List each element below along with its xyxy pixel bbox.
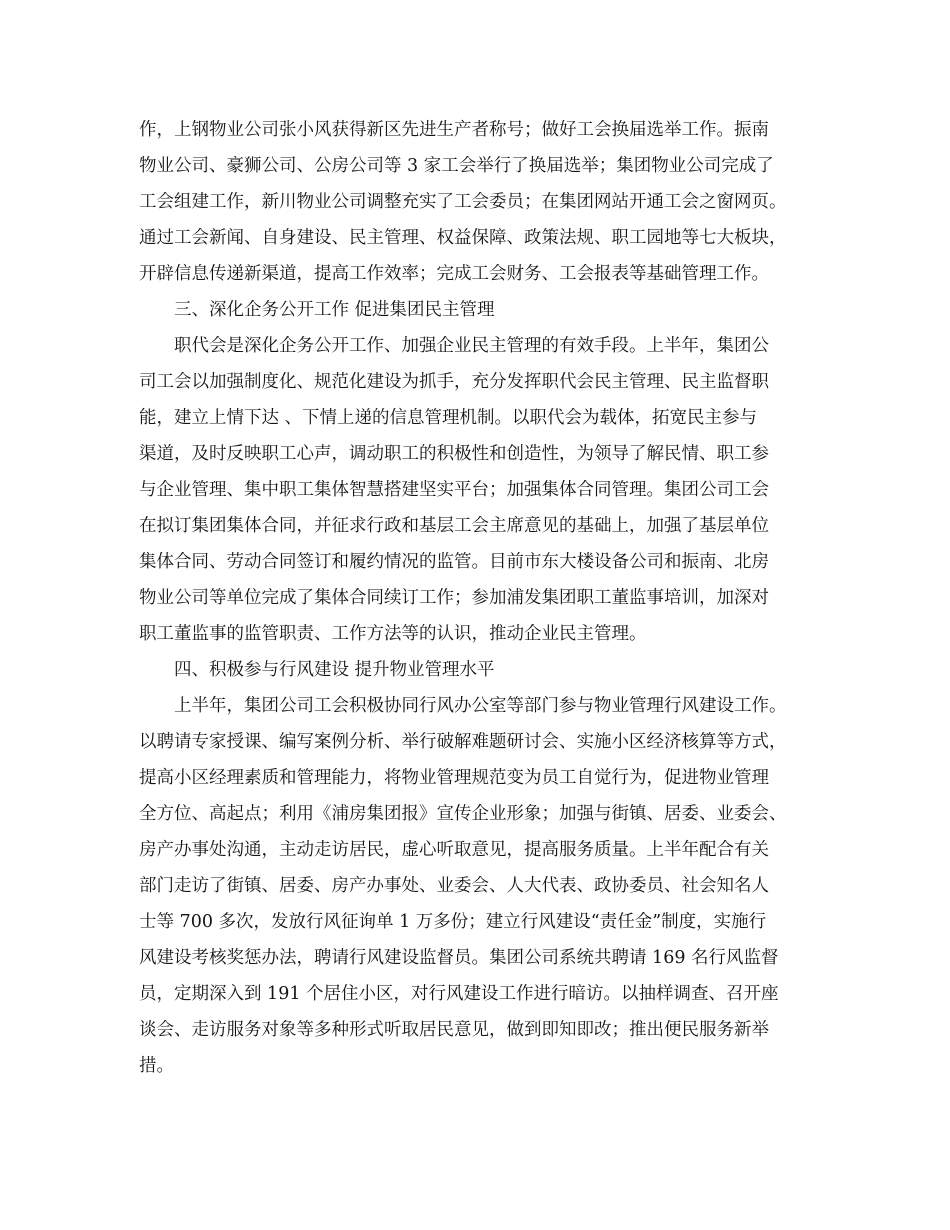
text-line: 与企业管理、集中职工集体智慧搭建坚实平台；加强集体合同管理。集团公司工会 bbox=[139, 480, 769, 500]
text-line: 通过工会新闻、自身建设、民主管理、权益保障、政策法规、职工园地等七大板块， bbox=[139, 228, 787, 248]
text-line: 房产办事处沟通，主动走访居民，虚心听取意见，提高服务质量。上半年配合有关 bbox=[139, 840, 769, 860]
text-line: 作，上钢物业公司张小风获得新区先进生产者称号；做好工会换届选举工作。振南 bbox=[139, 120, 769, 140]
text-line: 提高小区经理素质和管理能力，将物业管理规范变为员工自觉行为，促进物业管理 bbox=[139, 768, 769, 788]
text-line: 工会组建工作，新川物业公司调整充实了工会委员；在集团网站开通工会之窗网页。 bbox=[139, 192, 787, 212]
text-line: 渠道，及时反映职工心声，调动职工的积极性和创造性，为领导了解民情、职工参 bbox=[139, 444, 769, 464]
text-line: 士等 700 多次，发放行风征询单 1 万多份；建立行风建设“责任金”制度，实施行 bbox=[139, 912, 767, 932]
text-line: 员，定期深入到 191 个居住小区，对行风建设工作进行暗访。以抽样调查、召开座 bbox=[139, 984, 779, 1004]
text-line: 司工会以加强制度化、规范化建设为抓手，充分发挥职代会民主管理、民主监督职 bbox=[139, 372, 769, 392]
text-line: 在拟订集团集体合同，并征求行政和基层工会主席意见的基础上，加强了基层单位 bbox=[139, 516, 769, 536]
text-line: 集体合同、劳动合同签订和履约情况的监管。目前市东大楼设备公司和振南、北房 bbox=[139, 552, 769, 572]
text-line: 谈会、走访服务对象等多种形式听取居民意见，做到即知即改；推出便民服务新举 bbox=[139, 1020, 769, 1040]
text-line: 物业公司等单位完成了集体合同续订工作；参加浦发集团职工董监事培训，加深对 bbox=[139, 588, 769, 608]
text-line: 上半年，集团公司工会积极协同行风办公室等部门参与物业管理行风建设工作。 bbox=[174, 696, 787, 716]
text-line: 部门走访了街镇、居委、房产办事处、业委会、人大代表、政协委员、社会知名人 bbox=[139, 876, 769, 896]
text-line: 物业公司、豪狮公司、公房公司等 3 家工会举行了换届选举；集团物业公司完成了 bbox=[139, 156, 774, 176]
text-line: 以聘请专家授课、编写案例分析、举行破解难题研讨会、实施小区经济核算等方式， bbox=[139, 732, 787, 752]
text-line: 措。 bbox=[139, 1056, 174, 1076]
text-line: 能，建立上情下达 、下情上递的信息管理机制。以职代会为载体，拓宽民主参与 bbox=[139, 408, 758, 428]
section-heading: 四、积极参与行风建设 提升物业管理水平 bbox=[174, 660, 495, 680]
text-line: 职代会是深化企务公开工作、加强企业民主管理的有效手段。上半年，集团公 bbox=[174, 336, 769, 356]
text-line: 职工董监事的监管职责、工作方法等的认识，推动企业民主管理。 bbox=[139, 624, 647, 644]
document-body bbox=[139, 112, 829, 1084]
section-heading: 三、深化企务公开工作 促进集团民主管理 bbox=[174, 300, 495, 320]
text-line: 开辟信息传递新渠道，提高工作效率；完成工会财务、工会报表等基础管理工作。 bbox=[139, 264, 769, 284]
text-line: 风建设考核奖惩办法，聘请行风建设监督员。集团公司系统共聘请 169 名行风监督 bbox=[139, 948, 779, 968]
text-line: 全方位、高起点；利用《浦房集团报》宣传企业形象；加强与街镇、居委、业委会、 bbox=[139, 804, 787, 824]
